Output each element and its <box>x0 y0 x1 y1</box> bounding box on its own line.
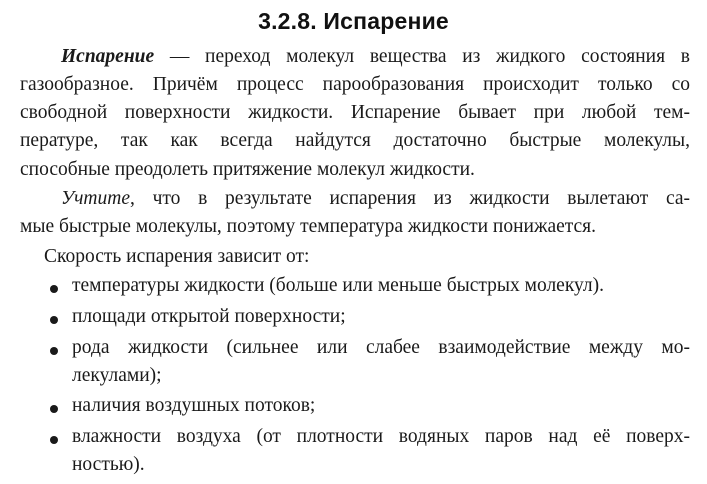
list-item: рода жидкости (сильнее или слабее взаимодействие между мо- <box>72 337 690 358</box>
list-item-continuation: лекулами); <box>72 365 162 386</box>
definition-line-2: газообразное. Причём процесс парообразования происходит только со <box>20 74 690 95</box>
list-item: влажности воздуха (от плотности водяных паров над её поверх- <box>72 426 690 447</box>
definition-line-1 <box>61 44 690 70</box>
factors-intro: Скорость испарения зависит от: <box>44 246 310 267</box>
bullet-marker <box>50 405 58 413</box>
definition-term: Испарение <box>61 46 155 67</box>
note-line-2: мые быстрые молекулы, поэтому температура жидкости понижается. <box>20 216 597 237</box>
bullet-marker <box>50 347 58 355</box>
definition-line-5: способные преодолеть притяжение молекул жидкости. <box>20 159 475 180</box>
list-item-continuation: ностью). <box>72 454 145 475</box>
bullet-marker <box>50 436 58 444</box>
list-item: наличия воздушных потоков; <box>72 395 316 416</box>
definition-line-4: пературе, так как всегда найдутся достаточно быстрые молекулы, <box>20 130 690 151</box>
list-item: площади открытой поверхности; <box>72 306 346 327</box>
bullet-marker <box>50 285 58 293</box>
definition-line-3: свободной поверхности жидкости. Испарение бывает при любой тем- <box>20 102 690 123</box>
definition-line-1-text: — переход молекул вещества из жидкого состояния в <box>154 46 690 67</box>
bullet-marker <box>50 316 58 324</box>
list-item: температуры жидкости (больше или меньше быстрых молекул). <box>72 275 605 296</box>
section-title: 3.2.8. Испарение <box>258 8 449 34</box>
note-line-1-text: , что в результате испарения из жидкости вылетают са- <box>130 188 690 209</box>
note-line-1 <box>61 186 690 212</box>
note-term: Учтите <box>61 188 130 209</box>
